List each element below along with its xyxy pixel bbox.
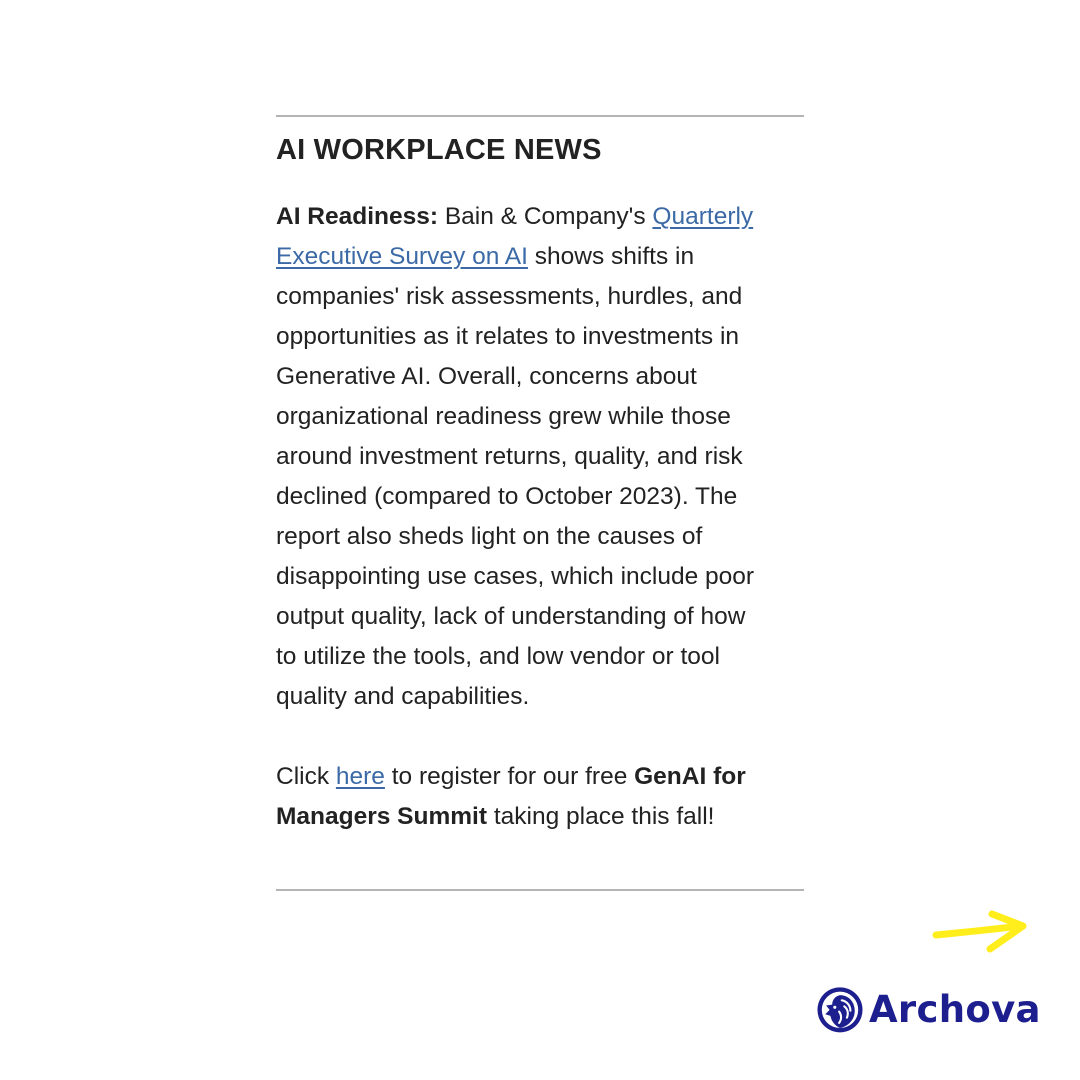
yellow-arrow-right-icon xyxy=(928,905,1038,961)
lead-label: AI Readiness: xyxy=(276,203,439,230)
cta-paragraph xyxy=(276,757,816,837)
article-line: to utilize the tools, and low vendor or tool xyxy=(276,643,720,670)
register-link[interactable]: here xyxy=(335,763,385,790)
brand-logo xyxy=(814,982,1041,1036)
survey-link-continued[interactable]: Executive Survey on AI xyxy=(276,243,528,270)
article-line xyxy=(276,197,816,237)
cta-prefix: Click xyxy=(276,763,336,790)
article-line xyxy=(276,237,816,277)
article-paragraph xyxy=(276,197,816,717)
survey-link[interactable]: Quarterly xyxy=(652,203,754,230)
lead-text: Bain & Company's xyxy=(438,203,653,230)
article-line: companies' risk assessments, hurdles, and xyxy=(276,283,743,310)
cta-suffix: taking place this fall! xyxy=(487,803,715,830)
brand-name: Archova xyxy=(869,987,1041,1031)
cta-line xyxy=(276,797,816,837)
cta-line xyxy=(276,757,816,797)
article-line: declined (compared to October 2023). The xyxy=(276,483,738,510)
article-text: shows shifts in xyxy=(527,243,695,270)
article-line: opportunities as it relates to investments in xyxy=(276,323,740,350)
article-body xyxy=(276,197,816,837)
lion-head-icon xyxy=(814,983,866,1035)
bottom-divider xyxy=(276,889,804,891)
article-line: output quality, lack of understanding of how xyxy=(276,603,746,630)
article-line: Generative AI. Overall, concerns about xyxy=(276,363,697,390)
article-line: organizational readiness grew while those xyxy=(276,403,731,430)
cta-middle: to register for our free xyxy=(384,763,635,790)
event-name-continued: Managers Summit xyxy=(276,803,488,830)
top-divider xyxy=(276,115,804,117)
section-title: AI WORKPLACE NEWS xyxy=(276,134,602,166)
article-line: report also sheds light on the causes of xyxy=(276,523,703,550)
event-name: GenAI for xyxy=(634,763,746,790)
article-line: around investment returns, quality, and risk xyxy=(276,443,743,470)
article-line: quality and capabilities. xyxy=(276,683,530,710)
article-line: disappointing use cases, which include poor xyxy=(276,563,755,590)
